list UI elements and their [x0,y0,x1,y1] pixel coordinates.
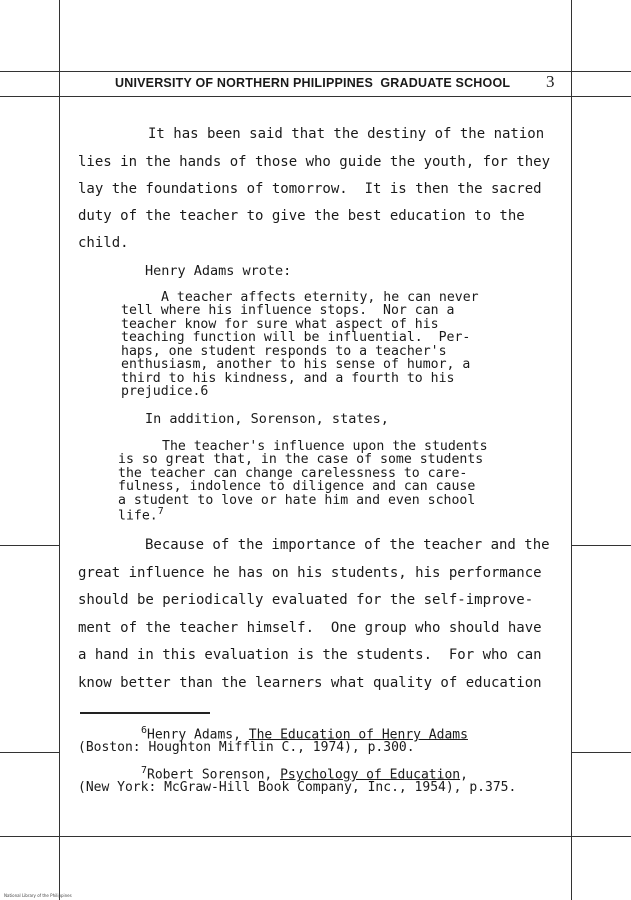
bottom-rule [0,836,631,837]
footnote-title: The Education of Henry Adams [248,727,468,743]
quote-line: enthusiasm, another to his sense of humor, a [121,357,471,372]
lower-right-tick [571,752,631,753]
quote-line [121,385,208,398]
body-line: know better than the learners what quality of education [78,675,542,691]
body-line: great influence he has on his students, his performance [78,565,542,581]
quote-line [118,507,164,523]
quote-line: haps, one student responds to a teacher's [121,344,447,359]
footnote-ref: 6 [200,384,209,399]
body-line: lay the foundations of tomorrow. It is then the sacred [78,181,542,197]
quote-intro: In addition, Sorenson, states, [145,411,389,427]
footnote-author: Henry Adams, [147,727,249,743]
footnote-number: 7 [141,765,148,776]
footnote-author: Robert Sorenson, [147,767,281,783]
body-line: duty of the teacher to give the best education to the [78,208,525,224]
header-rule [0,71,631,72]
quote-line: teaching function will be influential. Per- [121,330,471,345]
footnote-6-line2: (Boston: Houghton Mifflin C., 1974), p.300. [78,740,415,755]
body-line: lies in the hands of those who guide the youth, for they [78,154,551,170]
footnote-7-line2: (New York: McGraw-Hill Book Company, Inc., 1954), p.375. [78,780,517,795]
body-line: It has been said that the destiny of the nation [148,126,545,142]
quote-line: The teacher's influence upon the students [162,439,488,454]
body-line: a hand in this evaluation is the students. For who can [78,647,542,663]
mid-right-tick [571,545,631,546]
quote-intro: Henry Adams wrote: [145,263,292,279]
lower-left-tick [0,752,59,753]
institution-name: UNIVERSITY OF NORTHERN PHILIPPINES [115,76,373,90]
body-line: child. [78,235,129,251]
footnote-ref: 7 [157,506,164,517]
header-underline [0,96,631,97]
quote-line: a student to love or hate him and even school [118,493,476,508]
quote-line: fulness, indolence to diligence and can cause [118,479,476,494]
quote-line: tell where his influence stops. Nor can a [121,303,455,318]
school-name: GRADUATE SCHOOL [380,76,511,90]
quote-line: is so great that, in the case of some students [118,452,484,467]
body-line: ment of the teacher himself. One group who should have [78,620,542,636]
footnote-title-end: , [460,767,468,783]
quote-line: third to his kindness, and a fourth to his [121,371,455,386]
footnote-rule [80,712,210,714]
quote-text: prejudice. [121,384,201,399]
quote-text: life. [118,508,158,524]
quote-line: A teacher affects eternity, he can never [161,290,479,305]
body-line: should be periodically evaluated for the self-improve- [78,592,534,608]
right-margin-line [571,0,572,900]
quote-line: the teacher can change carelessness to care- [118,466,468,481]
archive-stamp: National Library of the Philippines [4,893,72,898]
footnote-number: 6 [141,725,148,736]
footnote-title: Psychology of Education [280,767,461,783]
mid-left-tick [0,545,59,546]
page-number: 3 [546,72,555,91]
letterhead [115,76,510,90]
left-margin-line [59,0,60,900]
quote-line: teacher know for sure what aspect of his [121,317,439,332]
body-line: Because of the importance of the teacher and the [145,537,550,553]
